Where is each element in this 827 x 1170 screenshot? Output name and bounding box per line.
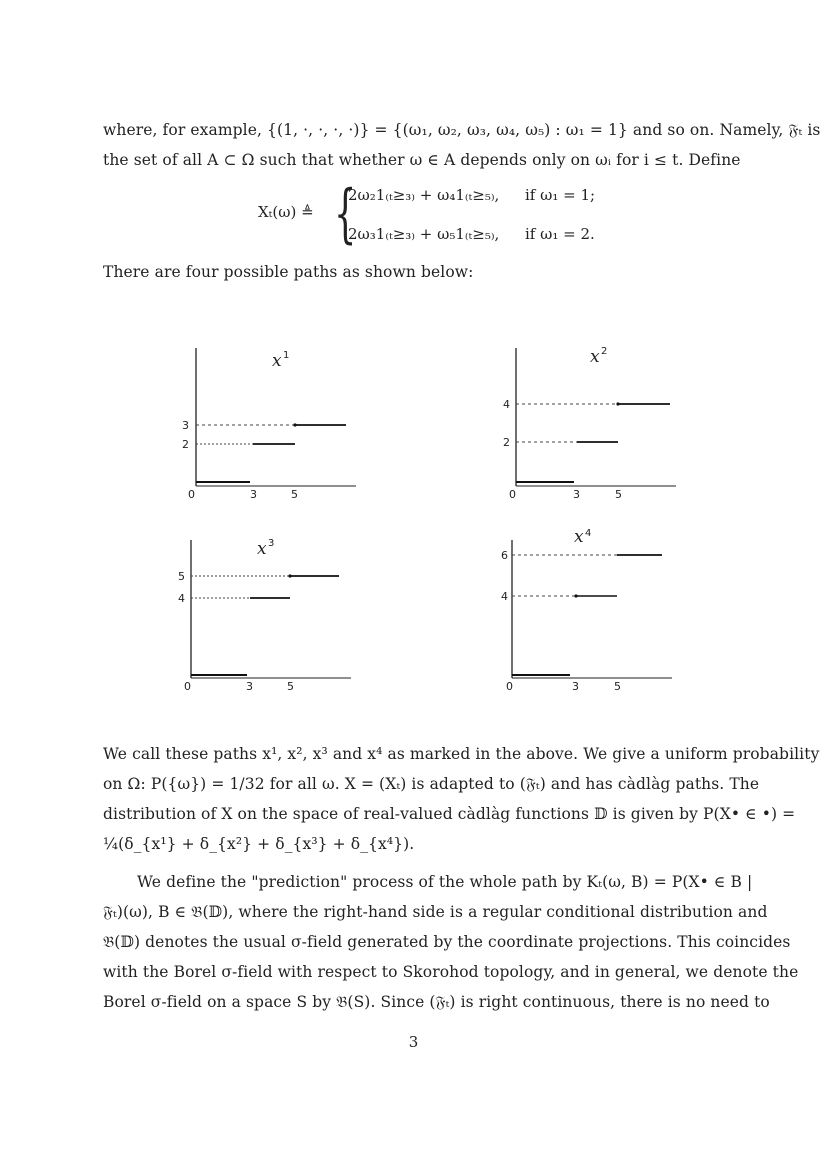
- path-plot-x2: [490, 340, 690, 510]
- x-tick-5: 5: [614, 680, 621, 693]
- equation-case-2-condition: if ω₁ = 2.: [525, 225, 595, 243]
- equation-case-2-expr: 2ω₃1₍ₜ≥₃₎ + ω₅1₍ₜ≥₅₎,: [348, 225, 500, 243]
- x-tick-5: 5: [291, 488, 298, 501]
- plot-title: x: [272, 351, 282, 371]
- x-tick-5: 5: [615, 488, 622, 501]
- text-line: Borel σ-field on a space S by 𝔅(S). Since (𝔉ₜ) is right continuous, there is no need to: [103, 993, 770, 1011]
- y-tick-lower: 4: [178, 592, 185, 605]
- y-tick-upper: 3: [182, 419, 189, 432]
- text-line: where, for example, {(1, ·, ·, ·, ·)} = {(ω₁, ω₂, ω₃, ω₄, ω₅) : ω₁ = 1} and so on. Namely, 𝔉ₜ is: [103, 121, 821, 139]
- x-tick-3: 3: [573, 488, 580, 501]
- text-line: ¼(δ_{x¹} + δ_{x²} + δ_{x³} + δ_{x⁴}).: [103, 835, 415, 853]
- x-tick-3: 3: [250, 488, 257, 501]
- equation-brace: {: [334, 177, 357, 251]
- x-tick-3: 3: [572, 680, 579, 693]
- text-line: We define the "prediction" process of the whole path by Kₜ(ω, B) = P(X• ∈ B |: [137, 873, 753, 891]
- plot-title: x: [574, 527, 584, 547]
- page-number: 3: [408, 1033, 419, 1051]
- text-line: distribution of X on the space of real-valued càdlàg functions 𝔻 is given by P(X• ∈ •) =: [103, 805, 796, 823]
- text-line: with the Borel σ-field with respect to Skorohod topology, and in general, we denote the: [103, 963, 799, 981]
- x-tick-3: 3: [246, 680, 253, 693]
- jump-point: [293, 423, 296, 426]
- text-line: 𝔅(𝔻) denotes the usual σ-field generated by the coordinate projections. This coincides: [103, 933, 791, 951]
- plot-title-superscript: 2: [601, 346, 608, 357]
- x-tick-0: 0: [509, 488, 516, 501]
- x-tick-0: 0: [188, 488, 195, 501]
- equation-case-1-condition: if ω₁ = 1;: [525, 186, 596, 204]
- y-tick-lower: 4: [501, 590, 508, 603]
- y-tick-upper: 5: [178, 570, 185, 583]
- plot-title: x: [590, 347, 600, 367]
- equation-case-1-expr: 2ω₂1₍ₜ≥₃₎ + ω₄1₍ₜ≥₅₎,: [348, 186, 500, 204]
- x-tick-0: 0: [506, 680, 513, 693]
- equation-lhs: Xₜ(ω) ≜: [258, 203, 314, 221]
- path-plot-x3: [165, 532, 365, 702]
- jump-point: [616, 402, 619, 405]
- y-tick-lower: 2: [182, 438, 189, 451]
- text-line: There are four possible paths as shown below:: [103, 263, 474, 281]
- y-tick-upper: 6: [501, 549, 508, 562]
- path-plot-x4: [486, 527, 686, 702]
- text-line: We call these paths x¹, x², x³ and x⁴ as marked in the above. We give a uniform probability: [103, 745, 820, 763]
- plot-title: x: [257, 539, 267, 559]
- path-plot-x1: [170, 340, 370, 510]
- jump-point: [288, 574, 291, 577]
- x-tick-5: 5: [287, 680, 294, 693]
- text-line: 𝔉ₜ)(ω), B ∈ 𝔅(𝔻), where the right-hand side is a regular conditional distribution and: [103, 903, 768, 921]
- y-tick-lower: 2: [503, 436, 510, 449]
- plot-title-superscript: 3: [268, 538, 275, 549]
- x-tick-0: 0: [184, 680, 191, 693]
- jump-point: [574, 594, 577, 597]
- plot-title-superscript: 1: [283, 350, 290, 361]
- y-tick-upper: 4: [503, 398, 510, 411]
- text-line: the set of all A ⊂ Ω such that whether ω ∈ A depends only on ωᵢ for i ≤ t. Define: [103, 151, 741, 169]
- text-line: on Ω: P({ω}) = 1/32 for all ω. X = (Xₜ) is adapted to (𝔉ₜ) and has càdlàg paths. The: [103, 775, 760, 793]
- plot-title-superscript: 4: [585, 528, 592, 539]
